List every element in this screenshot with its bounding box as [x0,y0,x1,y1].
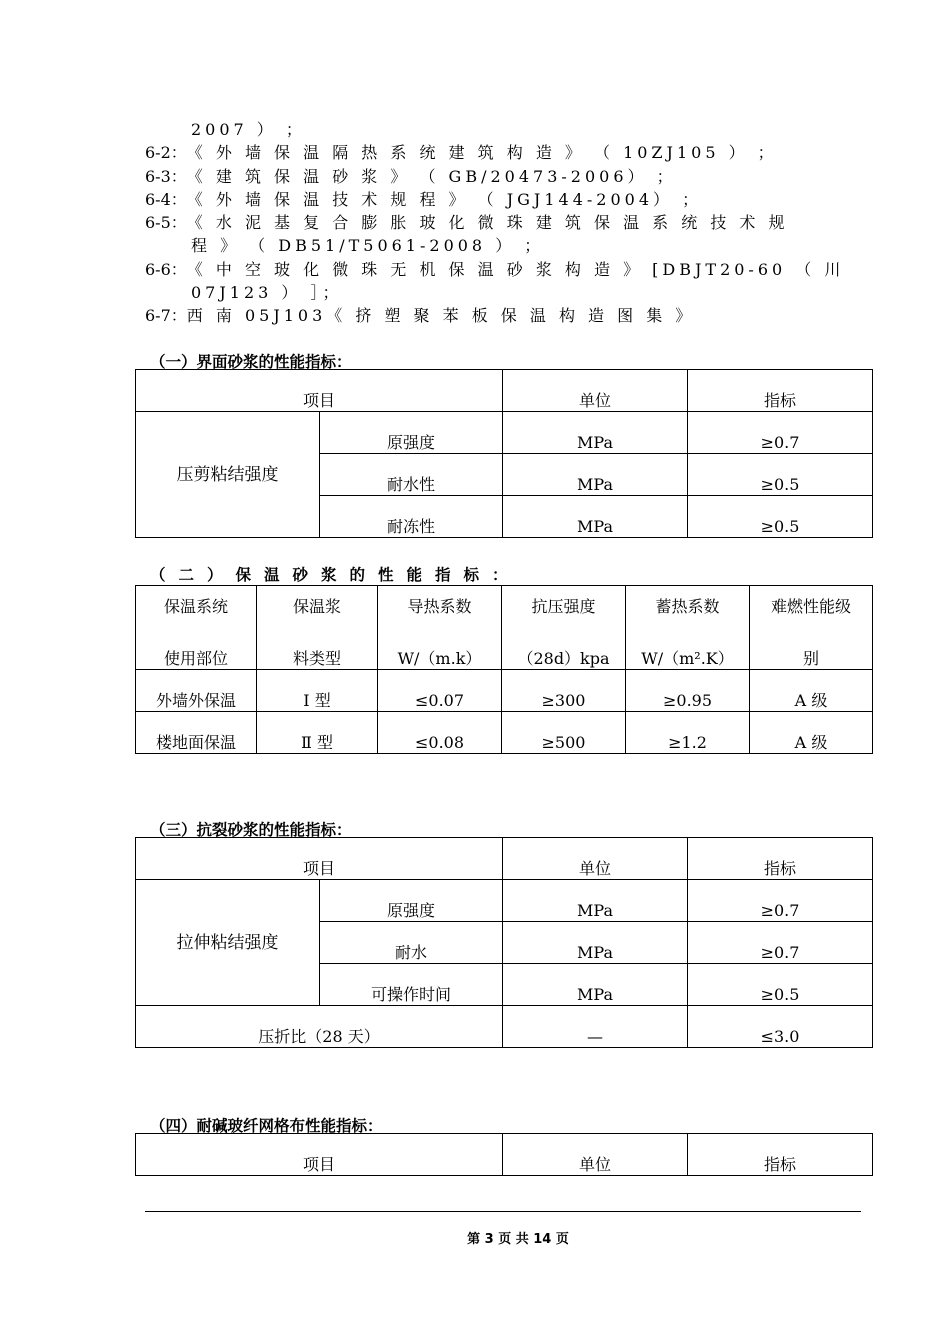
table-row [136,1006,873,1048]
reference-text: 2007 ） ； [191,120,306,139]
reference-list [145,118,855,328]
table-cell: ≥0.7 [688,412,873,454]
header-cell: 难燃性能级 [750,586,873,628]
section-heading: （三）抗裂砂浆的性能指标： [150,821,352,839]
table-row [136,712,873,754]
table-cell: 压折比（28 天） [136,1006,503,1048]
table-cell: ≥0.95 [626,670,750,712]
reference-item [145,188,855,211]
header-cell: W/（m.k） [378,628,502,670]
reference-item [145,165,855,188]
table-cell: ≥1.2 [626,712,750,754]
footer-divider [145,1211,861,1212]
reference-text: 西 南 05J103《 挤 塑 聚 苯 板 保 温 构 造 图 集 》 [186,306,696,326]
reference-text: 《 外 墙 保 温 隔 热 系 统 建 筑 构 造 》 （ 10ZJ105 ） ； [186,143,778,163]
table-cell: 原强度 [320,412,503,454]
table-cell: MPa [503,454,688,496]
header-cell: 抗压强度 [502,586,626,628]
header-cell: 指标 [688,838,873,880]
table-cell: MPa [503,922,688,964]
table-cell: 楼地面保温 [136,712,257,754]
section-heading: （四）耐碱玻纤网格布性能指标： [150,1117,383,1135]
table-header-row [136,628,873,670]
table-cell: Ⅱ 型 [257,712,378,754]
section-heading: （二）保温砂浆的性能指标： [150,566,521,584]
table-cell: 耐水性 [320,454,503,496]
header-cell: 单位 [503,1134,688,1176]
page-number: 第 3 页 共 14 页 [467,1232,569,1247]
reference-item [145,141,855,164]
group-label: 拉伸粘结强度 [136,880,320,1006]
reference-item [145,211,855,234]
table-cell: ≥0.5 [688,964,873,1006]
table-cell: ≤0.07 [378,670,502,712]
table-cell: 原强度 [320,880,503,922]
reference-text: 程 》 （ DB51/T5061-2008 ） ； [191,236,545,256]
insulation-mortar-table [135,585,873,754]
header-cell: （28d）kpa [502,628,626,670]
fiberglass-mesh-table [135,1133,873,1176]
reference-number: 6-2： [145,143,187,163]
table-cell: 外墙外保温 [136,670,257,712]
header-cell: 别 [750,628,873,670]
table-cell: ≥0.7 [688,880,873,922]
header-cell: 单位 [503,838,688,880]
table-cell: MPa [503,964,688,1006]
table-header-row [136,370,873,412]
table-cell: ≥300 [502,670,626,712]
reference-continuation [145,118,855,141]
header-cell: 蓄热系数 [626,586,750,628]
header-cell: 保温系统 [136,586,257,628]
header-cell: 单位 [503,370,688,412]
reference-continuation [145,234,855,257]
header-cell: 项目 [136,838,503,880]
table-cell: 耐水 [320,922,503,964]
header-cell: 指标 [688,370,873,412]
header-cell: 料类型 [257,628,378,670]
table-cell: ≥0.7 [688,922,873,964]
section-heading: （一）界面砂浆的性能指标： [150,353,352,371]
interface-mortar-table [135,369,873,538]
table-cell: — [503,1006,688,1048]
table-cell: 耐冻性 [320,496,503,538]
table-row [136,880,873,922]
header-cell: 导热系数 [378,586,502,628]
table-cell: MPa [503,412,688,454]
reference-item [145,258,855,281]
reference-continuation [145,281,855,304]
table-cell: ≥0.5 [688,496,873,538]
anti-crack-mortar-table [135,837,873,1048]
table-cell: ≤0.08 [378,712,502,754]
header-cell: 使用部位 [136,628,257,670]
reference-number: 6-7： [145,306,187,326]
table-row [136,670,873,712]
table-row [136,412,873,454]
reference-text: 《 水 泥 基 复 合 膨 胀 玻 化 微 珠 建 筑 保 温 系 统 技 术 规 [186,213,789,233]
table-cell: A 级 [750,670,873,712]
table-cell: Ⅰ 型 [257,670,378,712]
table-header-row [136,838,873,880]
table-header-row [136,1134,873,1176]
header-cell: 项目 [136,370,503,412]
reference-number: 6-6： [145,259,187,279]
header-cell: W/（m².K） [626,628,750,670]
group-label: 压剪粘结强度 [136,412,320,538]
header-cell: 项目 [136,1134,503,1176]
header-cell: 指标 [688,1134,873,1176]
table-cell: A 级 [750,712,873,754]
table-header-row [136,586,873,628]
table-cell: MPa [503,880,688,922]
table-cell: ≥0.5 [688,454,873,496]
reference-number: 6-3： [145,166,187,186]
reference-item [145,304,855,327]
reference-text: 《 外 墙 保 温 技 术 规 程 》 （ JGJ144-2004） ； [186,189,703,209]
reference-number: 6-5： [145,213,187,233]
table-cell: MPa [503,496,688,538]
table-cell: ≥500 [502,712,626,754]
reference-text: 《 建 筑 保 温 砂 浆 》 （ GB/20473-2006） ； [186,166,677,186]
table-cell: 可操作时间 [320,964,503,1006]
reference-number: 6-4： [145,189,187,209]
table-cell: ≤3.0 [688,1006,873,1048]
reference-text: 07J123 ） ］； [191,283,343,303]
reference-text: 《 中 空 玻 化 微 珠 无 机 保 温 砂 浆 构 造 》 [DBJT20-60 （ 川 [186,259,845,279]
header-cell: 保温浆 [257,586,378,628]
